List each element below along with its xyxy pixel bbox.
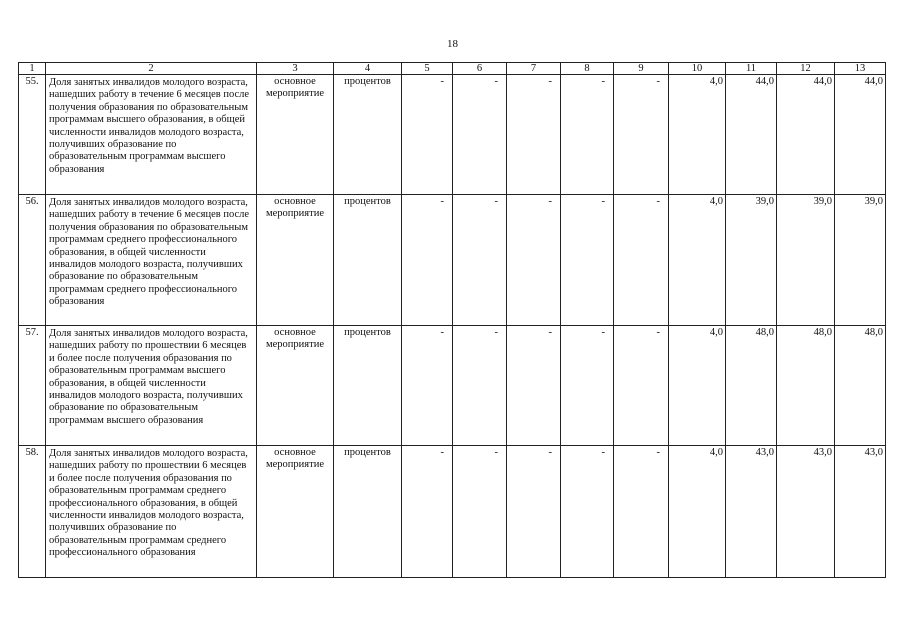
- indicators-table: [18, 62, 886, 578]
- value-cell: 4,0: [669, 446, 726, 578]
- column-header: 2: [46, 63, 257, 75]
- table-row: [19, 195, 886, 326]
- value-cell: 48,0: [835, 326, 886, 446]
- column-header: 7: [507, 63, 561, 75]
- table-row: [19, 75, 886, 195]
- row-number: 56.: [19, 195, 46, 326]
- unit-of-measure: процентов: [334, 75, 402, 195]
- table-row: [19, 446, 886, 578]
- row-number: 55.: [19, 75, 46, 195]
- column-header: 8: [561, 63, 614, 75]
- measure-type: основное мероприятие: [257, 75, 334, 195]
- value-cell: 43,0: [835, 446, 886, 578]
- row-number: 58.: [19, 446, 46, 578]
- value-cell: 39,0: [726, 195, 777, 326]
- measure-type: основное мероприятие: [257, 195, 334, 326]
- column-header: 12: [777, 63, 835, 75]
- value-cell: 39,0: [777, 195, 835, 326]
- value-cell: 44,0: [777, 75, 835, 195]
- value-cell: -: [614, 195, 669, 326]
- value-cell: 48,0: [777, 326, 835, 446]
- measure-type: основное мероприятие: [257, 446, 334, 578]
- value-cell: -: [453, 446, 507, 578]
- value-cell: 4,0: [669, 326, 726, 446]
- value-cell: -: [561, 446, 614, 578]
- value-cell: -: [561, 195, 614, 326]
- value-cell: -: [402, 75, 453, 195]
- column-header: 3: [257, 63, 334, 75]
- value-cell: 44,0: [835, 75, 886, 195]
- measure-type: основное мероприятие: [257, 326, 334, 446]
- value-cell: -: [507, 75, 561, 195]
- value-cell: 4,0: [669, 195, 726, 326]
- column-header: 1: [19, 63, 46, 75]
- column-header: 9: [614, 63, 669, 75]
- value-cell: -: [507, 326, 561, 446]
- unit-of-measure: процентов: [334, 195, 402, 326]
- value-cell: 44,0: [726, 75, 777, 195]
- column-header: 11: [726, 63, 777, 75]
- indicator-name: Доля занятых инвалидов молодого возраста, нашедших работу в течение 6 месяцев после получения образования по образовательным программам среднего профессионального образования, в общей численности инвалидов молодого возраста, получивших образование по образовательным программам среднего профессионального образования: [46, 195, 257, 326]
- value-cell: 4,0: [669, 75, 726, 195]
- value-cell: 48,0: [726, 326, 777, 446]
- value-cell: -: [614, 326, 669, 446]
- value-cell: -: [453, 75, 507, 195]
- value-cell: -: [453, 195, 507, 326]
- indicator-name: Доля занятых инвалидов молодого возраста, нашедших работу по прошествии 6 месяцев и более после получения образования по образовательным программам среднего профессионального образования, в общей численности инвалидов молодого возраста, получивших образование по образовательным программам среднего профессионального образования: [46, 446, 257, 578]
- column-header: 5: [402, 63, 453, 75]
- value-cell: -: [453, 326, 507, 446]
- unit-of-measure: процентов: [334, 326, 402, 446]
- value-cell: -: [402, 195, 453, 326]
- column-header: 6: [453, 63, 507, 75]
- column-header: 10: [669, 63, 726, 75]
- value-cell: -: [402, 326, 453, 446]
- indicator-name: Доля занятых инвалидов молодого возраста, нашедших работу по прошествии 6 месяцев и более после получения образования по образовательным программам высшего образования, в общей численности инвалидов молодого возраста, получивших образование по образовательным программам высшего образования: [46, 326, 257, 446]
- row-number: 57.: [19, 326, 46, 446]
- value-cell: 43,0: [777, 446, 835, 578]
- table-header-row: [19, 63, 886, 75]
- value-cell: -: [561, 75, 614, 195]
- column-header: 4: [334, 63, 402, 75]
- value-cell: 43,0: [726, 446, 777, 578]
- value-cell: -: [507, 446, 561, 578]
- value-cell: 39,0: [835, 195, 886, 326]
- value-cell: -: [402, 446, 453, 578]
- value-cell: -: [614, 446, 669, 578]
- value-cell: -: [614, 75, 669, 195]
- column-header: 13: [835, 63, 886, 75]
- page-number: 18: [447, 38, 458, 50]
- value-cell: -: [507, 195, 561, 326]
- value-cell: -: [561, 326, 614, 446]
- unit-of-measure: процентов: [334, 446, 402, 578]
- table-row: [19, 326, 886, 446]
- indicator-name: Доля занятых инвалидов молодого возраста, нашедших работу в течение 6 месяцев после получения образования по образовательным программам высшего образования, в общей численности инвалидов молодого возраста, получивших образование по образовательным программам высшего образования: [46, 75, 257, 195]
